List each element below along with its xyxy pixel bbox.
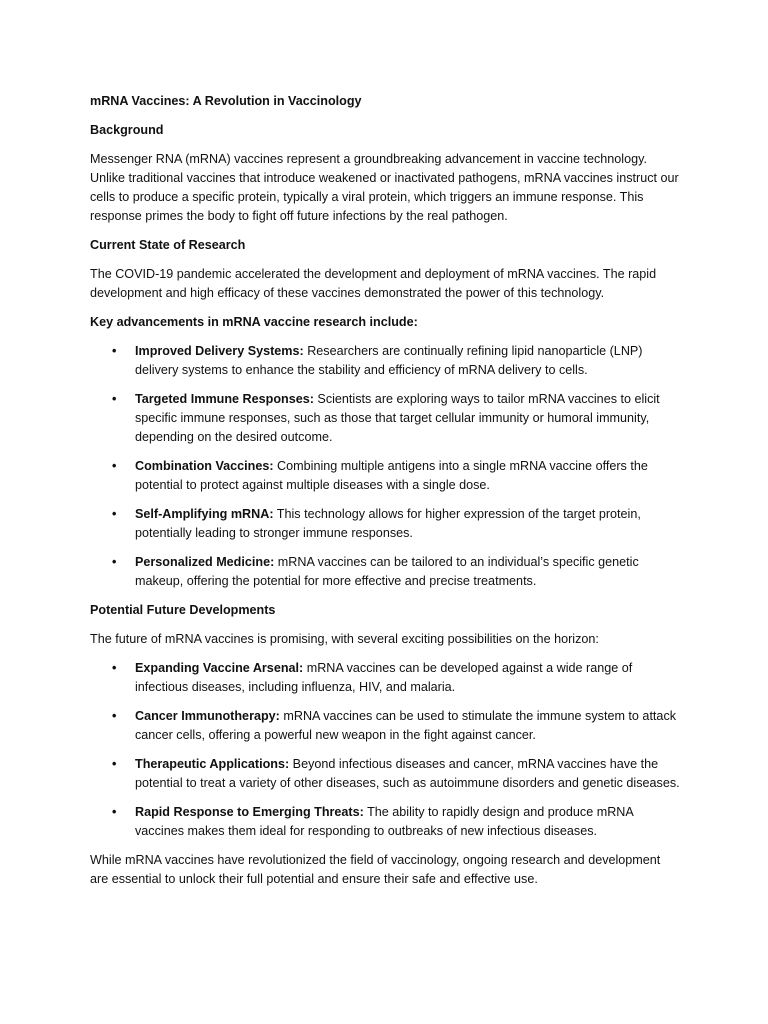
advancements-list [90, 342, 680, 591]
list-item [90, 390, 680, 447]
list-item-term: Personalized Medicine: [135, 555, 275, 569]
list-item [90, 342, 680, 380]
current-research-heading: Current State of Research [90, 238, 246, 252]
list-item [90, 457, 680, 495]
list-item-text: Scientists are exploring ways to tailor mRNA vaccines to elicit specific immune responses, such as those that target cellular immunity or humoral immunity, depending on the desired outcome. [135, 392, 660, 444]
bullet-glyph: • [112, 344, 117, 358]
bullet-glyph: • [112, 555, 117, 569]
list-item [90, 505, 680, 543]
background-heading: Background [90, 123, 164, 137]
list-item-text: This technology allows for higher expression of the target protein, potentially leading to stronger immune responses. [135, 507, 641, 540]
list-item-text: mRNA vaccines can be developed against a wide range of infectious diseases, including influenza, HIV, and malaria. [135, 661, 633, 694]
document-page [90, 92, 680, 899]
list-item-text: Researchers are continually refining lipid nanoparticle (LNP) delivery systems to enhance the stability and efficiency of mRNA delivery to cells. [135, 344, 643, 377]
background-paragraph: Messenger RNA (mRNA) vaccines represent a groundbreaking advancement in vaccine technology. Unlike traditional vaccines that introduce weakened or inactivated pathogens, mRNA vaccines instruct our cells to produce a specific protein, typically a viral protein, which triggers an immune response. This response primes the body to fight off future infections by the real pathogen. [90, 152, 679, 223]
list-item-term: Targeted Immune Responses: [135, 392, 314, 406]
list-item-text: mRNA vaccines can be used to stimulate the immune system to attack cancer cells, offering a powerful new weapon in the fight against cancer. [135, 709, 677, 742]
current-research-paragraph: The COVID-19 pandemic accelerated the development and deployment of mRNA vaccines. The rapid development and high efficacy of these vaccines demonstrated the power of this technology. [90, 267, 657, 300]
list-item-text: The ability to rapidly design and produce mRNA vaccines makes them ideal for responding to outbreaks of new infectious diseases. [135, 805, 634, 838]
list-item-term: Self-Amplifying mRNA: [135, 507, 274, 521]
bullet-glyph: • [112, 805, 117, 819]
list-item-term: Improved Delivery Systems: [135, 344, 304, 358]
advancements-heading: Key advancements in mRNA vaccine research include: [90, 315, 418, 329]
bullet-glyph: • [112, 459, 117, 473]
list-item-text: mRNA vaccines can be tailored to an individual’s specific genetic makeup, offering the potential for more effective and precise treatments. [135, 555, 639, 588]
list-item-term: Expanding Vaccine Arsenal: [135, 661, 304, 675]
bullet-glyph: • [112, 709, 117, 723]
list-item [90, 659, 680, 697]
list-item [90, 803, 680, 841]
bullet-glyph: • [112, 661, 117, 675]
list-item-term: Therapeutic Applications: [135, 757, 290, 771]
conclusion-paragraph: While mRNA vaccines have revolutionized the field of vaccinology, ongoing research and development are essential to unlock their full potential and ensure their safe and effective use. [90, 853, 661, 886]
bullet-glyph: • [112, 392, 117, 406]
list-item [90, 755, 680, 793]
list-item-term: Rapid Response to Emerging Threats: [135, 805, 364, 819]
list-item-text: Combining multiple antigens into a single mRNA vaccine offers the potential to protect against multiple diseases with a single dose. [135, 459, 648, 492]
bullet-glyph: • [112, 757, 117, 771]
list-item-text: Beyond infectious diseases and cancer, mRNA vaccines have the potential to treat a variety of other diseases, such as autoimmune disorders and genetic diseases. [135, 757, 680, 790]
list-item [90, 707, 680, 745]
list-item-term: Combination Vaccines: [135, 459, 274, 473]
list-item [90, 553, 680, 591]
bullet-glyph: • [112, 507, 117, 521]
future-heading: Potential Future Developments [90, 603, 276, 617]
list-item-term: Cancer Immunotherapy: [135, 709, 280, 723]
future-list [90, 659, 680, 841]
future-intro-paragraph: The future of mRNA vaccines is promising, with several exciting possibilities on the horizon: [90, 632, 599, 646]
document-title: mRNA Vaccines: A Revolution in Vaccinology [90, 94, 362, 108]
